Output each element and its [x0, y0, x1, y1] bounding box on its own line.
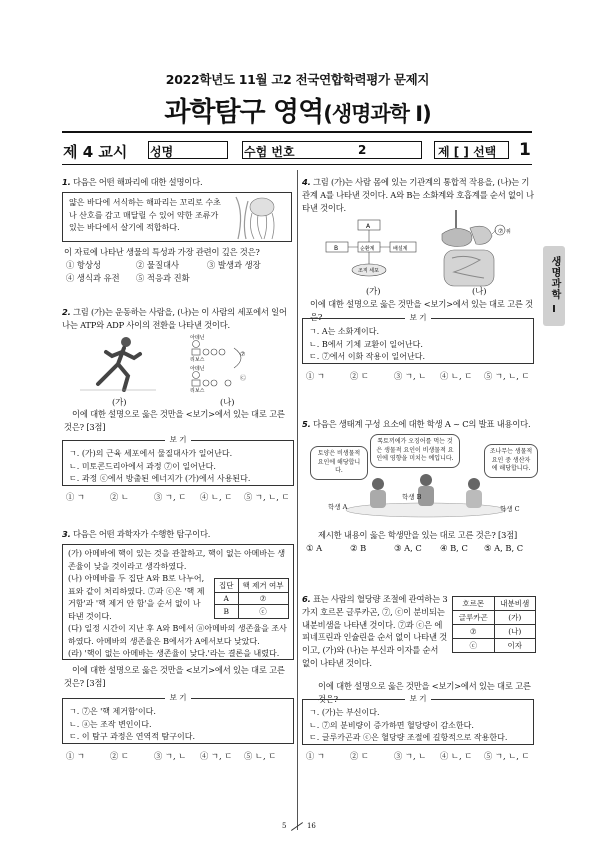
page-number: 1	[519, 140, 531, 160]
q5-student-a: 학생 A	[328, 503, 348, 511]
students-illustration	[326, 470, 526, 518]
q6-choice-4[interactable]: ④ ㄴ, ㄷ	[440, 751, 473, 761]
organ-label-1: ⑦	[498, 228, 504, 235]
footer-page: 5	[282, 822, 287, 830]
q1-choice-2[interactable]: ② 물질대사	[136, 260, 179, 270]
side-tab	[543, 246, 565, 326]
q1-choice-4[interactable]: ④ 생식과 유전	[66, 273, 120, 283]
q6-table-cell: ⓒ	[453, 639, 495, 653]
q4-choice-1[interactable]: ① ㄱ	[306, 371, 325, 381]
header-rule-top	[62, 131, 532, 133]
q6-table-cell: 글루카곤	[453, 611, 495, 625]
q1-stem-text: 다음은 어떤 해파리에 대한 설명이다.	[72, 177, 203, 187]
q2-choice-4[interactable]: ④ ㄴ, ㄷ	[200, 492, 233, 502]
q5-student-b: 학생 B	[402, 493, 422, 501]
q3-stem	[62, 528, 294, 541]
q1-question: 이 자료에 나타난 생물의 특성과 가장 관련이 깊은 것은?	[64, 247, 260, 257]
q6-bogi-item-2: ㄴ. ⑦의 분비량이 증가하면 혈당량이 감소한다.	[309, 720, 474, 730]
q6-table-cell: (가)	[494, 611, 536, 625]
q6-choice-5[interactable]: ⑤ ㄱ, ㄴ, ㄷ	[484, 751, 530, 761]
jellyfish-illustration	[232, 193, 290, 241]
q3-table-cell: A	[215, 593, 239, 605]
q3-table	[214, 578, 289, 619]
q3-bogi-item-1: ㄱ. ⑦은 '핵 제거함'이다.	[69, 707, 156, 716]
os-b: B	[334, 245, 339, 252]
q3-choice-5[interactable]: ⑤ ㄴ, ㄷ	[244, 751, 277, 761]
q3-table-cell: ⑦	[238, 593, 288, 605]
q3-step-1: (가) 아메바에 핵이 있는 것을 관찰하고, 핵이 없는 아메바는 생존율이 낮을 것이라고 생각하였다.	[68, 549, 286, 571]
q4-bogi-title: 보 기	[405, 313, 432, 322]
q4-bogi-item-1: ㄱ. A는 소화계이다.	[309, 327, 380, 336]
q1-number: 1.	[62, 177, 71, 187]
q4-stem-text: 그림 (가)는 사람 몸에 있는 기관계의 통합적 작용을, (나)는 기관계 A를 나타낸 것이다. A와 B는 소화계와 호흡계를 순서 없이 나타낸 것이다.	[302, 177, 534, 213]
select-box[interactable]	[434, 141, 509, 159]
exam-no-box[interactable]	[242, 141, 422, 159]
q2-stem-text: 그림 (가)는 운동하는 사람을, (나)는 이 사람의 세포에서 일어나는 ATP와 ADP 사이의 전환을 나타낸 것이다.	[62, 307, 287, 330]
exam-no-label: 수험 번호	[244, 145, 295, 159]
q2-bogi-item-1: ㄱ. (가)의 근육 세포에서 물질대사가 일어난다.	[69, 449, 233, 458]
q3-stem-text: 다음은 어떤 과학자가 수행한 탐구이다.	[72, 529, 211, 539]
q6-table-cell: ⑦	[453, 625, 495, 639]
q1-choice-5[interactable]: ⑤ 적응과 진화	[136, 273, 190, 283]
subject-main: 과학탐구 영역	[164, 97, 324, 128]
organ-system-diagram	[322, 216, 420, 282]
q4-choice-3[interactable]: ③ ㄱ, ㄴ	[394, 371, 427, 381]
q2-bogi-box	[62, 435, 294, 486]
q3-bogi-title: 보 기	[165, 693, 192, 702]
q3-table-header-group: 집단	[215, 579, 239, 593]
q4-choice-2[interactable]: ② ㄷ	[350, 371, 369, 381]
q2-bogi-item-2: ㄴ. 미토콘드리아에서 과정 ⑦이 일어난다.	[69, 461, 216, 471]
os-circ: 순환계	[360, 246, 375, 252]
q6-table-cell: (나)	[494, 625, 536, 639]
session-label: 제 4 교시	[63, 143, 128, 161]
subject-title	[0, 90, 595, 129]
q6-question: 이에 대한 설명으로 옳은 것만을 <보기>에서 있는 대로 고른 것은?	[318, 681, 531, 704]
q3-step-4: (라) '핵이 없는 아메바는 생존율이 낮다.'라는 결론을 내렸다.	[68, 649, 280, 658]
q6-number: 6.	[302, 594, 311, 604]
q5-stem	[302, 418, 534, 431]
svg-text:위: 위	[506, 229, 511, 235]
q4-bogi-item-2: ㄴ. B에서 기체 교환이 일어난다.	[309, 339, 423, 349]
q6-bogi-title: 보 기	[405, 694, 432, 703]
q2-choice-2[interactable]: ② ㄴ	[110, 492, 129, 502]
atp-arrow2: Ⓒ	[240, 375, 247, 382]
atp-ribose-label: 리보스	[190, 357, 205, 363]
q3-choice-2[interactable]: ② ㄷ	[110, 751, 129, 761]
q4-bogi-box	[302, 313, 534, 364]
q2-stem	[62, 306, 294, 332]
adp-adenine-label: 아데닌	[190, 366, 205, 372]
q4-choice-5[interactable]: ⑤ ㄱ, ㄴ, ㄷ	[484, 371, 530, 381]
q3-bogi-box	[62, 693, 294, 744]
q4-number: 4.	[302, 177, 311, 187]
q5-choice-3[interactable]: ③ A, C	[394, 543, 422, 553]
q5-bubble-c: 조나무는 생물적 요인 중 생산자에 해당합니다.	[484, 444, 538, 478]
page-footer	[282, 822, 316, 830]
q6-choice-3[interactable]: ③ ㄱ, ㄴ	[394, 751, 427, 761]
q4-question: 이에 대한 설명으로 옳은 것만을 <보기>에서 있는 대로 고른 것은?	[310, 299, 533, 322]
q6-table-header-gland: 내분비샘	[494, 597, 536, 611]
name-label: 성명	[150, 145, 174, 159]
q6-bogi-item-3: ㄷ. 글루카곤과 ⓒ은 혈당량 조절에 길항적으로 작용한다.	[309, 733, 508, 743]
exam-no-digit: 2	[358, 143, 367, 157]
q3-table-header-nucleus: 핵 제거 여부	[238, 579, 288, 593]
q5-number: 5.	[302, 419, 311, 429]
q6-stem-text: 표는 사람의 혈당량 조절에 관여하는 3가지 호르몬 글루카곤, ⑦, ⓒ이 분비되는 내분비샘을 나타낸 것이다. ⑦과 ⓒ은 에피네프린과 인슐린을 순서 없이 나타낸 것이고, (가)와 (나)는 부신과 이자를 순서 없이 나타낸 것이다.	[302, 594, 448, 668]
q4-fig-a-label: (가)	[366, 286, 381, 296]
q3-bogi-item-3: ㄷ. 이 탐구 과정은 연역적 탐구이다.	[69, 732, 195, 742]
q5-stem-text: 다음은 생태계 구성 요소에 대한 학생 A ~ C의 발표 내용이다.	[312, 419, 531, 429]
side-tab-label: 생명과학	[549, 256, 560, 300]
q3-choice-1[interactable]: ① ㄱ	[66, 751, 85, 761]
q5-choice-5[interactable]: ⑤ A, B, C	[484, 543, 524, 553]
q5-student-c: 학생 C	[500, 505, 520, 513]
q2-choice-5[interactable]: ⑤ ㄱ, ㄴ, ㄷ	[244, 492, 290, 502]
subject-sub: (생명과학 Ⅰ)	[323, 102, 431, 126]
q3-question: 이에 대한 설명으로 옳은 것만을 <보기>에서 있는 대로 고른 것은? [3점]	[64, 665, 285, 688]
header-rule-bottom	[62, 164, 532, 165]
q4-choice-4[interactable]: ④ ㄴ, ㄷ	[440, 371, 473, 381]
atp-arrow1: ⑦	[240, 351, 246, 358]
q5-question: 제시한 내용이 옳은 학생만을 있는 대로 고른 것은? [3점]	[318, 530, 518, 540]
q2-number: 2.	[62, 307, 71, 317]
q2-fig-a-label: (가)	[112, 397, 127, 407]
name-box[interactable]	[148, 141, 228, 159]
q6-choice-2[interactable]: ② ㄷ	[350, 751, 369, 761]
q3-choice-3[interactable]: ③ ㄱ, ㄴ	[154, 751, 187, 761]
q2-bogi-title: 보 기	[165, 435, 192, 444]
q1-info-text: 얇은 바다에 서식하는 해파리는 꼬리로 수초나 산호를 감고 매달릴 수 있어 약한 조류가 있는 바다에서 살기에 적합하다.	[69, 198, 221, 232]
q1-stem	[62, 176, 292, 189]
q6-bogi-box	[302, 694, 534, 745]
q4-bogi-item-3: ㄷ. ⑦에서 이화 작용이 일어난다.	[309, 352, 425, 362]
q5-choice-1[interactable]: ① A	[306, 543, 323, 553]
q3-number: 3.	[62, 529, 71, 539]
q3-step-2: (나) 아메바를 두 집단 A와 B로 나누어, 표와 같이 처리하였다. ⑦과 ⓒ은 '핵 제거함'과 '핵 제거 안 함'을 순서 없이 나타낸 것이다.	[68, 574, 205, 621]
q5-choice-2[interactable]: ② B	[350, 543, 367, 553]
exam-title: 2022학년도 11월 고2 전국연합학력평가 문제지	[165, 72, 430, 87]
q6-table	[452, 596, 536, 653]
q1-choice-3[interactable]: ③ 발생과 생장	[207, 260, 261, 270]
q4-fig-b-label: (나)	[472, 286, 487, 296]
q2-bogi-item-3: ㄷ. 과정 ⓒ에서 방출된 에너지가 (가)에서 사용된다.	[69, 474, 251, 484]
q2-choice-3[interactable]: ③ ㄱ, ㄷ	[154, 492, 187, 502]
q3-bogi-item-2: ㄴ. ⓐ는 조작 변인이다.	[69, 719, 152, 729]
q1-choice-1[interactable]: ① 항상성	[66, 260, 101, 270]
digestive-system-illustration	[436, 206, 516, 296]
os-excr: 배설계	[393, 246, 408, 252]
q2-choice-1[interactable]: ① ㄱ	[66, 492, 85, 502]
q5-bubble-a: 토양은 비생물적 요인에 해당합니다.	[310, 446, 368, 480]
runner-illustration	[78, 334, 158, 392]
q6-table-header-hormone: 호르몬	[453, 597, 495, 611]
select-label: 제 [ ] 선택	[438, 145, 497, 159]
footer-total: 16	[306, 822, 316, 830]
column-separator	[297, 170, 298, 830]
os-a: A	[366, 223, 371, 230]
q6-table-cell: 이자	[494, 639, 536, 653]
q3-table-cell: ⓒ	[238, 605, 288, 619]
atp-adp-diagram	[178, 332, 278, 394]
q6-stem	[302, 593, 448, 670]
q3-choice-4[interactable]: ④ ㄱ, ㄷ	[200, 751, 233, 761]
q3-table-cell: B	[215, 605, 239, 619]
atp-adenine-label: 아데닌	[190, 335, 205, 341]
q5-bubble-b: 톡토끼에가 오징어를 먹는 것은 생물적 요인이 비생물적 요인에 영향을 미치는 예입니다.	[370, 434, 460, 468]
q3-step-3: (다) 일정 시간이 지난 후 A와 B에서 ⓐ아메바의 생존율을 조사하였다. 아메바의 생존율은 B에서가 A에서보다 낮았다.	[68, 624, 287, 646]
footer-slash	[291, 822, 303, 831]
q5-choice-4[interactable]: ④ B, C	[440, 543, 468, 553]
os-cell: 조직 세포	[358, 268, 379, 274]
q2-fig-b-label: (나)	[220, 397, 235, 407]
side-tab-roman: Ⅰ	[552, 304, 556, 315]
q6-choice-1[interactable]: ① ㄱ	[306, 751, 325, 761]
q2-question: 이에 대한 설명으로 옳은 것만을 <보기>에서 있는 대로 고른 것은? [3점]	[64, 409, 285, 432]
q6-bogi-item-1: ㄱ. (가)는 부신이다.	[309, 708, 380, 717]
adp-ribose-label: 리보스	[190, 388, 205, 394]
